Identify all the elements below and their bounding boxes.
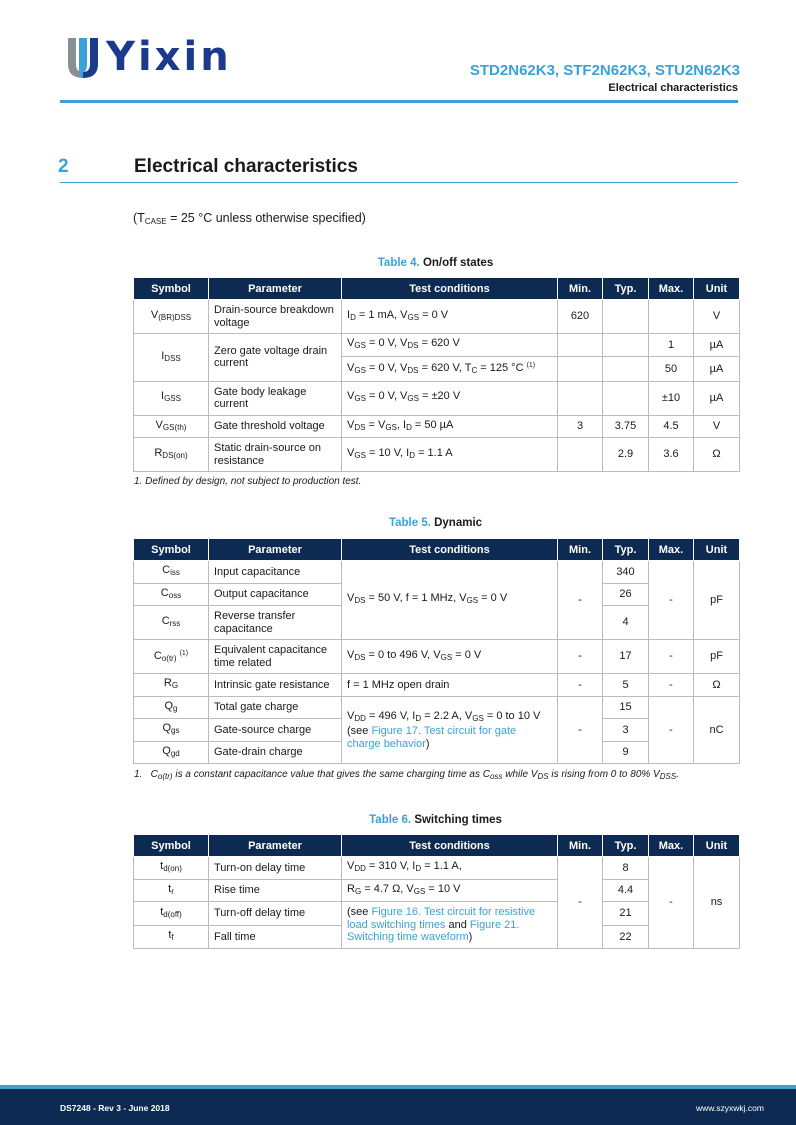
col-typ: Typ. <box>603 278 649 300</box>
table-row: $t_r$ Rise time $R_G = 4.7$ Ω, $V_{GS} = 10$ V 4.4 <box>134 879 740 902</box>
table-row: $C_{iss}$ Input capacitance $V_{DS} = 50$ V, f = 1 MHz, $V_{GS} = 0$ V - 340 - pF <box>134 561 740 584</box>
logo-text: Yixin <box>106 34 232 80</box>
col-parameter: Parameter <box>209 835 342 857</box>
table-row: $Q_{gd}$ Gate-drain charge 9 <box>134 741 740 764</box>
table-row: $I_{GSS}$ Gate body leakage current $V_{GS} = 0$ V, $V_{GS} = \pm 20$ V ±10 µA <box>134 381 740 415</box>
table6-caption: Table 6. Switching times <box>369 814 502 826</box>
figure-16-link[interactable]: Figure 16. Test circuit for resistive load switching times <box>347 906 536 931</box>
table-row: $R_G$ Intrinsic gate resistance f = 1 MHz open drain - 5 - Ω <box>134 674 740 697</box>
col-min: Min. <box>558 835 603 857</box>
col-typ: Typ. <box>603 539 649 561</box>
header-divider <box>60 100 738 103</box>
col-typ: Typ. <box>603 835 649 857</box>
table-row: $t_{d(off)}$ Turn-off delay time (see Figure 16. Test circuit for resistive load switching times and Figure 21. Switching time waveform) 21 <box>134 902 740 926</box>
col-parameter: Parameter <box>209 278 342 300</box>
col-max: Max. <box>649 278 694 300</box>
section-number: 2 <box>58 156 69 177</box>
table-row: $t_{d(on)}$ Turn-on delay time $V_{DD} = 310$ V, $I_D = 1.1$ A, - 8 - ns <box>134 857 740 880</box>
table-row: $V_{(BR)DSS}$ Drain-source breakdown voltage $I_D = 1$ mA, $V_{GS} = 0$ V 620 V <box>134 300 740 334</box>
logo-mark-icon <box>66 34 100 80</box>
table4-onoff-states <box>133 277 740 472</box>
col-symbol: Symbol <box>134 835 209 857</box>
page-footer <box>0 1085 796 1125</box>
col-max: Max. <box>649 539 694 561</box>
section-divider <box>60 182 738 183</box>
footer-doc-id: DS7248 - Rev 3 - June 2018 <box>60 1103 170 1113</box>
table-row: $C_{rss}$ Reverse transfer capacitance 4 <box>134 606 740 640</box>
col-min: Min. <box>558 278 603 300</box>
table-row: $V_{GS} = 0$ V, $V_{DS} = 620$ V, $T_C = 125$ °C $^{(1)}$ 50 µA <box>134 357 740 382</box>
table-row: $Q_g$ Total gate charge $V_{DD} = 496$ V, $I_D = 2.2$ A, $V_{GS} = 0$ to 10 V (see Figure 17. Test circuit for gate charge behavior) - 15 - nC <box>134 696 740 719</box>
col-max: Max. <box>649 835 694 857</box>
table-header-row <box>134 539 740 561</box>
col-symbol: Symbol <box>134 278 209 300</box>
conditions-note: ($T_{CASE} = 25$ °C unless otherwise specified) <box>133 211 366 226</box>
col-symbol: Symbol <box>134 539 209 561</box>
table-row: $Q_{gs}$ Gate-source charge 3 <box>134 719 740 742</box>
footer-accent-stripe <box>0 1085 796 1089</box>
table-row: $R_{DS(on)}$ Static drain-source on resistance $V_{GS} = 10$ V, $I_D = 1.1$ A 2.9 3.6 Ω <box>134 438 740 472</box>
document-title: STD2N62K3, STF2N62K3, STU2N62K3 <box>469 62 740 79</box>
col-test-conditions: Test conditions <box>342 835 558 857</box>
table-header-row <box>134 278 740 300</box>
col-min: Min. <box>558 539 603 561</box>
col-test-conditions: Test conditions <box>342 539 558 561</box>
table-row: $C_{oss}$ Output capacitance 26 <box>134 583 740 606</box>
table-row: $I_{DSS}$ Zero gate voltage drain current $V_{GS} = 0$ V, $V_{DS} = 620$ V 1 µA <box>134 334 740 357</box>
col-test-conditions: Test conditions <box>342 278 558 300</box>
table4-caption: Table 4. On/off states <box>377 257 494 269</box>
table-header-row <box>134 835 740 857</box>
table5-caption: Table 5. Dynamic <box>388 517 483 529</box>
col-unit: Unit <box>694 278 740 300</box>
table5-dynamic <box>133 538 740 764</box>
table-row: $C_{o(tr)}$ $^{(1)}$ Equivalent capacitance time related $V_{DS} = 0$ to 496 V, $V_{GS} = 0$ V - 17 - pF <box>134 640 740 674</box>
figure-17-link[interactable]: Figure 17. Test circuit for gate charge behavior <box>347 725 517 750</box>
col-unit: Unit <box>694 835 740 857</box>
table5-footnote: 1. $C_{o(tr)}$ is a constant capacitance value that gives the same charging time as $C_{oss}$ while $V_{DS}$ is rising from 0 to 80% $V_{DSS}$. <box>134 769 679 781</box>
table4-footnote: 1. Defined by design, not subject to production test. <box>134 476 362 487</box>
section-title: Electrical characteristics <box>134 156 358 177</box>
footer-website[interactable]: www.szyxwkj.com <box>695 1103 764 1113</box>
company-logo <box>66 34 232 80</box>
col-unit: Unit <box>694 539 740 561</box>
document-subtitle: Electrical characteristics <box>608 82 738 94</box>
table6-switching-times <box>133 834 740 949</box>
col-parameter: Parameter <box>209 539 342 561</box>
figure-21-link[interactable]: Figure 21. Switching time waveform <box>347 918 520 943</box>
table-row: $t_f$ Fall time 22 <box>134 926 740 949</box>
table-row: $V_{GS(th)}$ Gate threshold voltage $V_{DS} = V_{GS}$, $I_D = 50$ µA 3 3.75 4.5 V <box>134 415 740 438</box>
